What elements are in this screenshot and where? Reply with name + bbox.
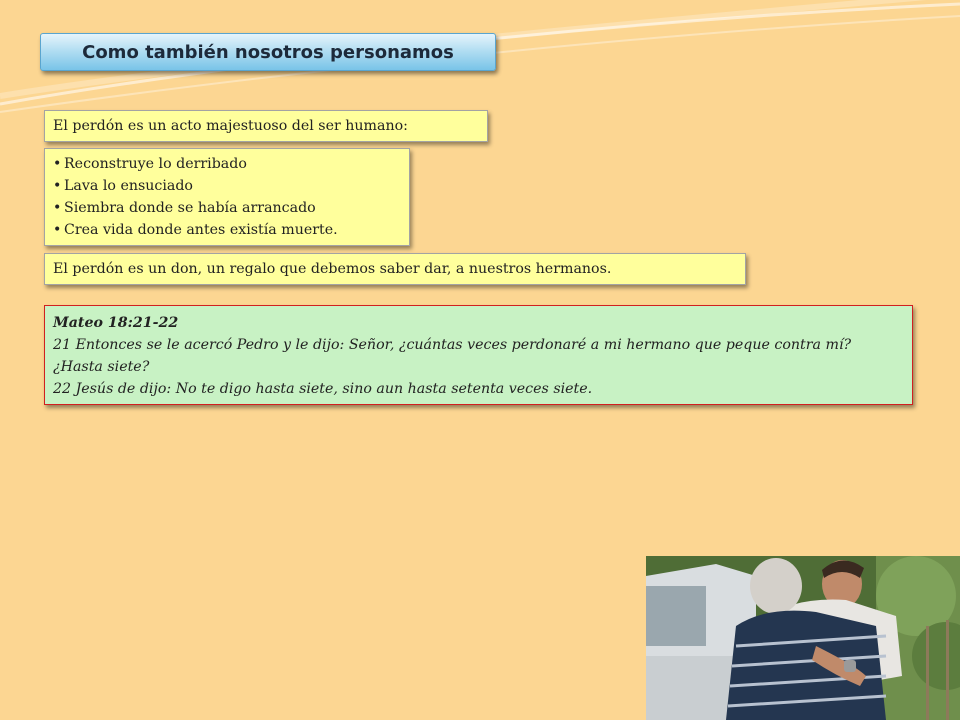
embrace-photo <box>646 556 960 720</box>
photo-icon <box>646 556 960 720</box>
list-item <box>53 219 401 241</box>
list-item <box>53 197 401 219</box>
verse-line-22: 22 Jesús de dijo: No te digo hasta siete, sino aun hasta setenta veces siete. <box>53 381 593 397</box>
intro-statement: El perdón es un acto majestuoso del ser humano: <box>44 110 488 142</box>
bible-verse-box <box>44 305 913 405</box>
bullet-icon: • <box>53 178 62 194</box>
verse-line-21: 21 Entonces se le acercó Pedro y le dijo: Señor, ¿cuántas veces perdonaré a mi hermano que peque contra mí? ¿Hasta siete? <box>53 337 852 375</box>
list-item-text: Lava lo ensuciado <box>64 178 193 194</box>
slide-title: Como también nosotros personamos <box>40 33 496 71</box>
bullet-icon: • <box>53 222 62 238</box>
verse-reference: Mateo 18:21-22 <box>53 315 179 331</box>
gift-statement: El perdón es un don, un regalo que debemos saber dar, a nuestros hermanos. <box>44 253 746 285</box>
bullet-icon: • <box>53 200 62 216</box>
list-item-text: Crea vida donde antes existía muerte. <box>64 222 338 238</box>
forgiveness-list <box>44 148 410 246</box>
list-item <box>53 175 401 197</box>
list-item <box>53 153 401 175</box>
list-item-text: Siembra donde se había arrancado <box>64 200 316 216</box>
bullet-icon: • <box>53 156 62 172</box>
list-item-text: Reconstruye lo derribado <box>64 156 247 172</box>
